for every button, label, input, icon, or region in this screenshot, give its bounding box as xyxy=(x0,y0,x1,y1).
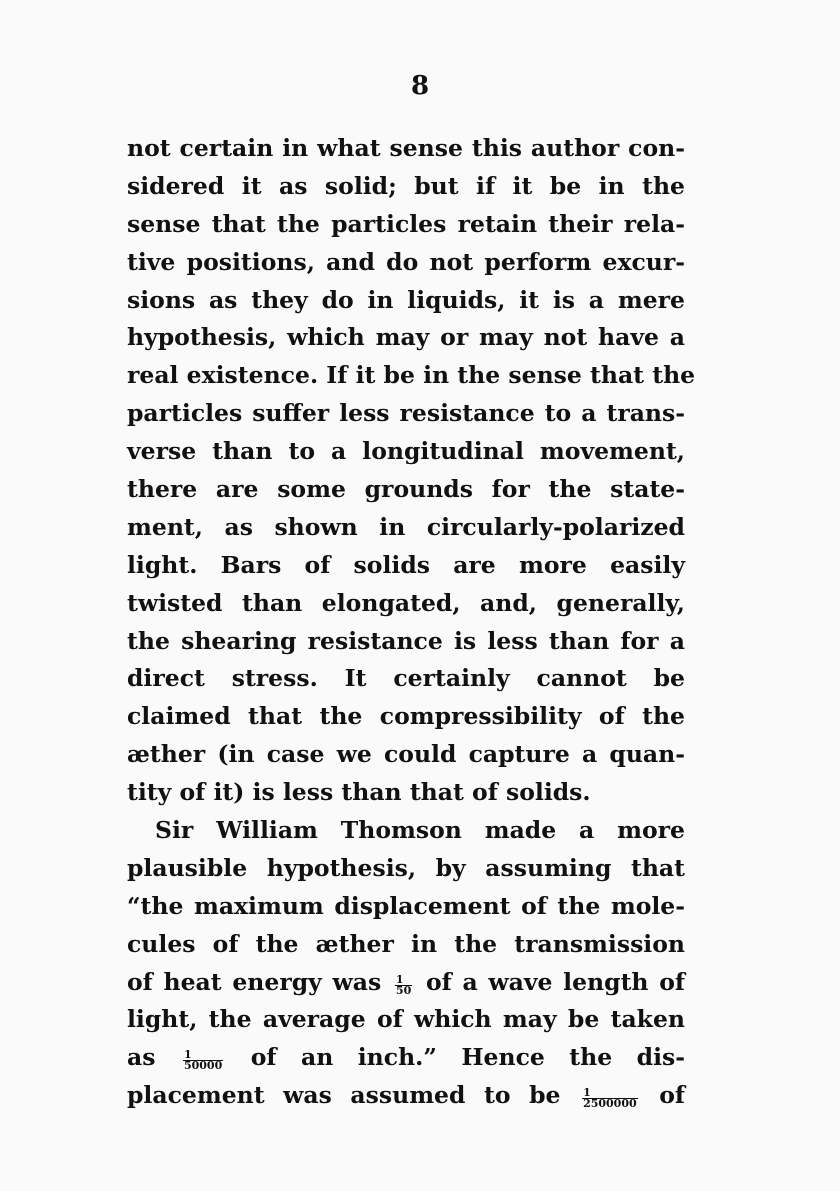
text-line: ment, as shown in circularly-polarized xyxy=(127,512,685,541)
fraction-denominator: 50000 xyxy=(183,1059,223,1073)
fraction-denominator: 2500000 xyxy=(583,1097,637,1111)
text-line: cules of the æther in the transmission xyxy=(127,929,685,958)
text-line: there are some grounds for the state- xyxy=(127,475,685,504)
text-line: particles suffer less resistance to a trans- xyxy=(127,399,685,428)
fraction-numerator: 1 xyxy=(582,1088,638,1099)
text-line: sidered it as solid; but if it be in the xyxy=(127,171,685,200)
text-line-with-fraction xyxy=(127,964,685,1002)
text-line: light, the average of which may be taken xyxy=(127,1005,685,1034)
text-line: twisted than elongated, and, generally, xyxy=(127,588,685,617)
fraction-numerator: 1 xyxy=(395,975,412,986)
text-line: sions as they do in liquids, it is a mere xyxy=(127,285,685,314)
fraction-one-fiftieth xyxy=(395,972,412,997)
text-line: verse than to a longitudinal movement, xyxy=(127,437,685,466)
line-text-before: placement was assumed to be xyxy=(127,1081,561,1110)
text-line: not certain in what sense this author con- xyxy=(127,134,685,162)
page-number: 8 xyxy=(410,71,430,101)
line-text-after: of an inch.” Hence the dis- xyxy=(250,1043,686,1072)
line-text-after: of a wave length of xyxy=(425,967,686,996)
text-line: sense that the particles retain their rela- xyxy=(127,209,685,238)
text-line: hypothesis, which may or may not have a xyxy=(127,323,685,352)
text-line: “the maximum displacement of the mole- xyxy=(127,891,685,920)
text-line: direct stress. It certainly cannot be xyxy=(127,664,685,693)
text-line: plausible hypothesis, by assuming that xyxy=(127,853,685,882)
line-text-before: as xyxy=(127,1043,156,1072)
line-text-before: of heat energy was xyxy=(127,967,382,996)
text-line: æther (in case we could capture a quan- xyxy=(127,740,685,769)
text-line-paragraph-start: Sir William Thomson made a more xyxy=(155,816,685,845)
text-line: tive positions, and do not perform excur- xyxy=(127,247,685,276)
body-text xyxy=(127,130,696,1115)
text-line-with-fraction xyxy=(127,1077,685,1115)
text-line: real existence. If it be in the sense that the xyxy=(127,361,696,390)
text-line: light. Bars of solids are more easily xyxy=(127,550,685,579)
text-line: the shearing resistance is less than for a xyxy=(127,626,685,655)
fraction-denominator: 50 xyxy=(395,983,412,997)
fraction-one-fifty-thousandth xyxy=(183,1050,223,1071)
line-text-after: of xyxy=(659,1081,686,1110)
text-line-with-fraction xyxy=(127,1039,685,1077)
text-line: claimed that the compressibility of the xyxy=(127,702,685,731)
text-line-paragraph-end: tity of it) is less than that of solids. xyxy=(127,778,591,807)
fraction-numerator: 1 xyxy=(183,1050,223,1061)
fraction-one-two-and-half-millionth xyxy=(582,1088,638,1109)
